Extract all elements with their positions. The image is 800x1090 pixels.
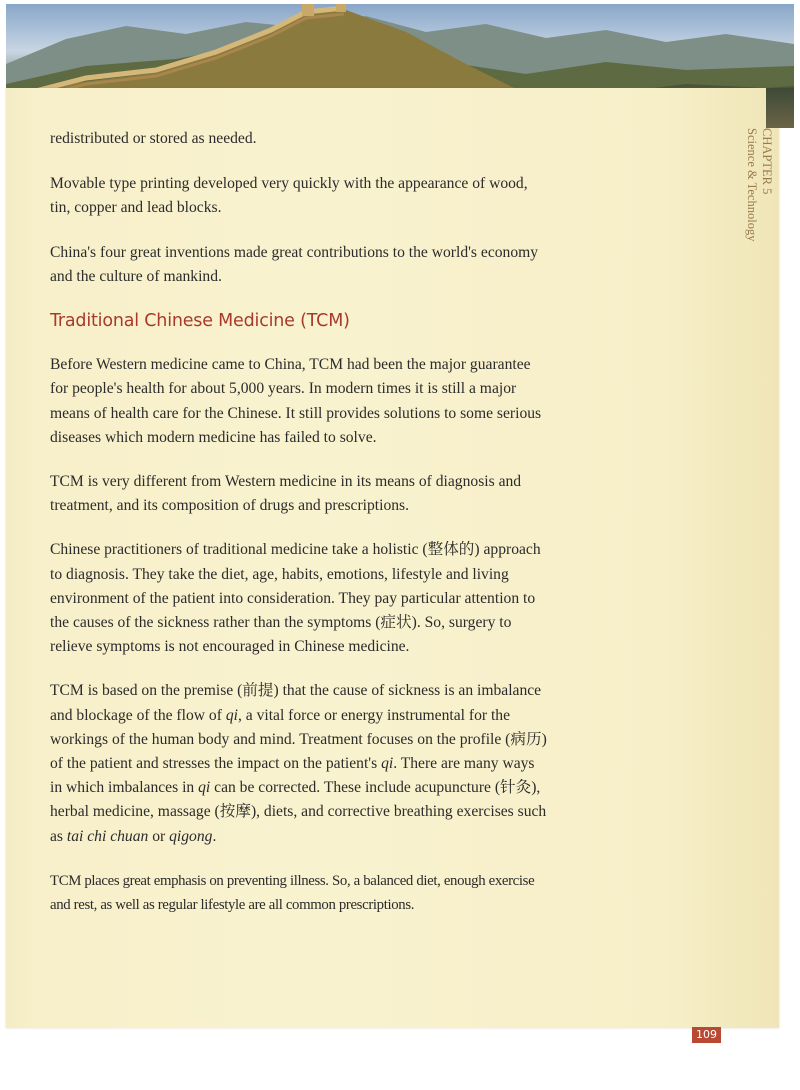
p7-text-e: . There are many ways in which imbalances in (50, 755, 535, 797)
gloss-premise: 前提 (242, 682, 274, 700)
section-heading: Traditional Chinese Medicine (TCM) (50, 311, 350, 332)
paragraph-7 (50, 679, 550, 848)
p7-text-a: TCM is based on the premise ( (50, 682, 243, 700)
paragraph-6 (50, 538, 550, 659)
page-number-badge: 109 (692, 1027, 721, 1043)
term-qi: qi (225, 706, 238, 724)
p7-text-j: . (212, 827, 217, 845)
chapter-tab-text (744, 128, 774, 241)
paragraph-8: TCM places great emphasis on preventing illness. So, a balanced diet, enough exercise and rest, as well as regular lifestyle are all common prescriptions. (50, 872, 535, 914)
term-tai-chi-chuan: tai chi chuan (66, 827, 149, 845)
p7-text-b: ) that the cause of sickness is an imbalance and blockage of the flow of (50, 682, 542, 724)
page-body (50, 127, 550, 937)
term-qigong: qigong (169, 827, 213, 845)
p6-text-b: ) approach to diagnosis. They take the diet, age, habits, emotions, lifestyle and living environment of the patient into consideration. They pay particular attention to the causes of the sickness rather than the symptoms ( (50, 541, 541, 632)
term-qi: qi (381, 755, 394, 773)
p7-text-f: can be corrected. These include acupuncture ( (210, 779, 501, 797)
p6-text-c: ). So, surgery to relieve symptoms is not encouraged in Chinese medicine. (50, 614, 512, 656)
paragraph-2: Movable type printing developed very quickly with the appearance of wood, tin, copper and lead blocks. (50, 175, 528, 217)
p7-text-c: , a vital force or energy instrumental for the workings of the human body and mind. Treatment focuses on the profile ( (50, 706, 511, 748)
photo-edge-strip (766, 88, 794, 128)
paragraph-3: China's four great inventions made great contributions to the world's economy and the culture of mankind. (50, 243, 539, 285)
chapter-label: CHAPTER 5 (760, 128, 774, 195)
paragraph-1: redistributed or stored as needed. (50, 130, 257, 147)
chapter-side-tab (734, 128, 774, 258)
p7-text-h: ), diets, and corrective breathing exercises such as (50, 803, 547, 845)
paragraph-4: Before Western medicine came to China, TCM had been the major guarantee for people's health for about 5,000 years. In modern times it is still a major means of health care for the Chinese. It still provides solutions to some serious diseases which modern medicine has failed to solve. (50, 356, 542, 446)
paragraph-5: TCM is very different from Western medicine in its means of diagnosis and treatment, and its composition of drugs and prescriptions. (50, 473, 522, 515)
gloss-massage: 按摩 (219, 803, 251, 821)
section-label: Science & Technology (745, 128, 759, 242)
gloss-acupuncture: 针灸 (500, 779, 532, 797)
gloss-symptoms: 症状 (380, 614, 412, 632)
gloss-holistic: 整体的 (427, 541, 475, 559)
gloss-profile: 病历 (510, 730, 542, 748)
p7-text-d: ) of the patient and stresses the impact on the patient's (50, 730, 547, 773)
p7-text-g: ), herbal medicine, massage ( (50, 779, 541, 821)
p7-text-i: or (148, 827, 170, 845)
p6-text-a: Chinese practitioners of traditional medicine take a holistic ( (50, 541, 428, 559)
term-qi: qi (198, 779, 211, 797)
